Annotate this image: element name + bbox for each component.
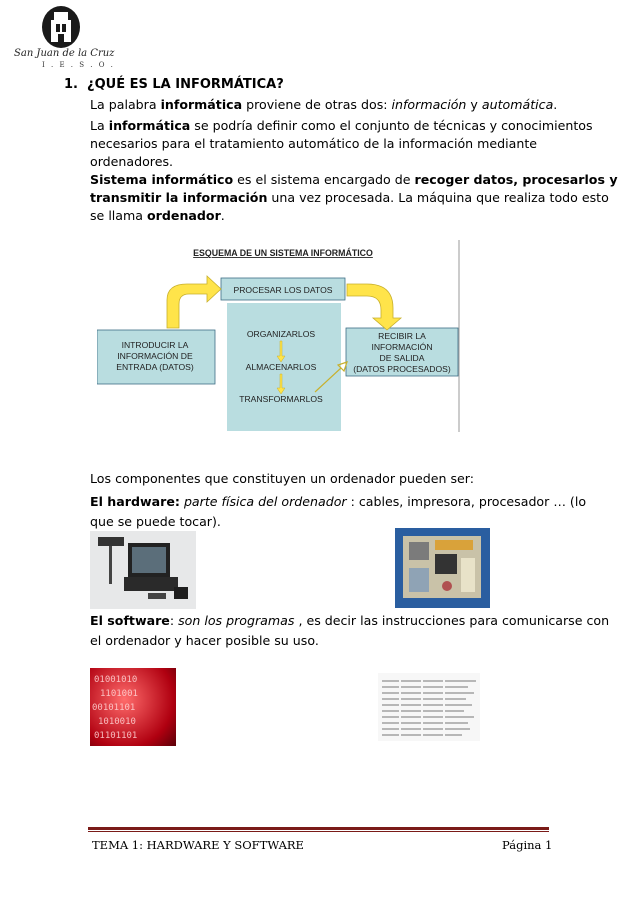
software-definition: son los programas: [178, 613, 295, 628]
svg-text:1010010: 1010010: [98, 717, 136, 727]
intro-line-3: necesarios para el tratamiento automático de la información mediante: [90, 136, 538, 151]
intro-line-6: [90, 189, 609, 207]
diagram-title: ESQUEMA DE UN SISTEMA INFORMÁTICO: [193, 248, 373, 258]
hardware-term: El hardware:: [90, 494, 180, 509]
svg-text:00101101: 00101101: [92, 703, 136, 713]
curved-arrow-input-icon: [167, 276, 221, 328]
motherboard-image: [395, 528, 490, 608]
text: se llama: [90, 208, 148, 223]
binary-code-image: [90, 668, 176, 746]
output-label-1: RECIBIR LA: [378, 331, 426, 341]
term-sistema-informatico: Sistema informático: [90, 172, 234, 187]
text: proviene de otras dos:: [242, 97, 392, 112]
software-line-2: el ordenador y hacer posible su uso.: [90, 633, 319, 648]
hardware-line-1: [90, 493, 587, 511]
software-line-1: [90, 612, 610, 630]
information-system-diagram: [97, 238, 463, 434]
term-transmitir: transmitir la información: [90, 190, 268, 205]
svg-text:1101001: 1101001: [100, 689, 138, 699]
step-transformar: TRANSFORMARLOS: [239, 394, 323, 404]
term-informacion: información: [391, 97, 467, 112]
castle-emblem-icon: [39, 4, 83, 50]
output-label-2: INFORMACIÓN: [371, 342, 433, 352]
intro-line-7: [90, 207, 580, 225]
text: y: [466, 97, 482, 112]
hardware-line-2: que se puede tocar).: [90, 514, 221, 529]
logo-subtitle: I . E . S . O .: [42, 61, 115, 69]
text: se podría definir como el conjunto de técnicas y conocimientos: [190, 118, 593, 133]
text: : cables, impresora, procesador … (lo: [346, 494, 587, 509]
svg-text:01101101: 01101101: [94, 731, 138, 741]
logo-name: San Juan de la Cruz: [14, 48, 115, 59]
footer-rule: [88, 827, 549, 830]
intro-line-1: [90, 96, 580, 114]
text: La: [90, 118, 109, 133]
output-label-4: (DATOS PROCESADOS): [353, 364, 451, 374]
term-automatica: automática: [481, 97, 554, 112]
intro-line-2: [90, 117, 593, 135]
text: :: [169, 613, 179, 628]
output-label-3: DE SALIDA: [379, 353, 425, 363]
intro-line-4: ordenadores.: [90, 154, 174, 169]
school-logo: [14, 4, 114, 70]
motherboard-icon: [395, 528, 490, 608]
text: La palabra: [90, 97, 161, 112]
pos-terminal-image: [90, 531, 196, 609]
term-informatica: informática: [160, 97, 243, 112]
step-organizar: ORGANIZARLOS: [246, 329, 316, 339]
text: , es decir las instrucciones para comunicarse con: [294, 613, 610, 628]
software-term: El software: [90, 613, 170, 628]
page-number: Página 1: [502, 838, 553, 852]
svg-text:01001010: 01001010: [94, 675, 138, 685]
text: una vez procesada. La máquina que realiza todo esto: [267, 190, 609, 205]
input-label-1: INTRODUCIR LA: [121, 340, 189, 350]
term-recoger-datos: recoger datos, procesarlos y: [414, 172, 618, 187]
term-ordenador: ordenador: [147, 208, 221, 223]
hardware-definition: parte física del ordenador: [183, 494, 347, 509]
process-label: PROCESAR LOS DATOS: [233, 285, 333, 295]
footer-topic: TEMA 1: HARDWARE Y SOFTWARE: [92, 838, 304, 852]
input-label-2: INFORMACIÓN DE: [117, 351, 193, 361]
program-listing-image: [378, 673, 480, 741]
text: .: [220, 208, 225, 223]
footer-rule-thin: [88, 831, 549, 832]
heading-title: ¿QUÉ ES LA INFORMÁTICA?: [87, 77, 284, 92]
section-heading: [64, 77, 284, 92]
curved-arrow-output-icon: [347, 284, 401, 330]
text: es el sistema encargado de: [233, 172, 415, 187]
intro-line-5: [90, 171, 618, 189]
step-almacenar: ALMACENARLOS: [245, 362, 317, 372]
term-informatica: informática: [108, 118, 191, 133]
heading-number: 1.: [64, 77, 78, 92]
table-listing-icon: [378, 673, 480, 741]
input-label-3: ENTRADA (DATOS): [116, 362, 194, 372]
binary-code-icon: [90, 668, 176, 746]
computer-icon: [90, 531, 196, 609]
components-intro: Los componentes que constituyen un ordenador pueden ser:: [90, 471, 474, 486]
text: .: [553, 97, 558, 112]
